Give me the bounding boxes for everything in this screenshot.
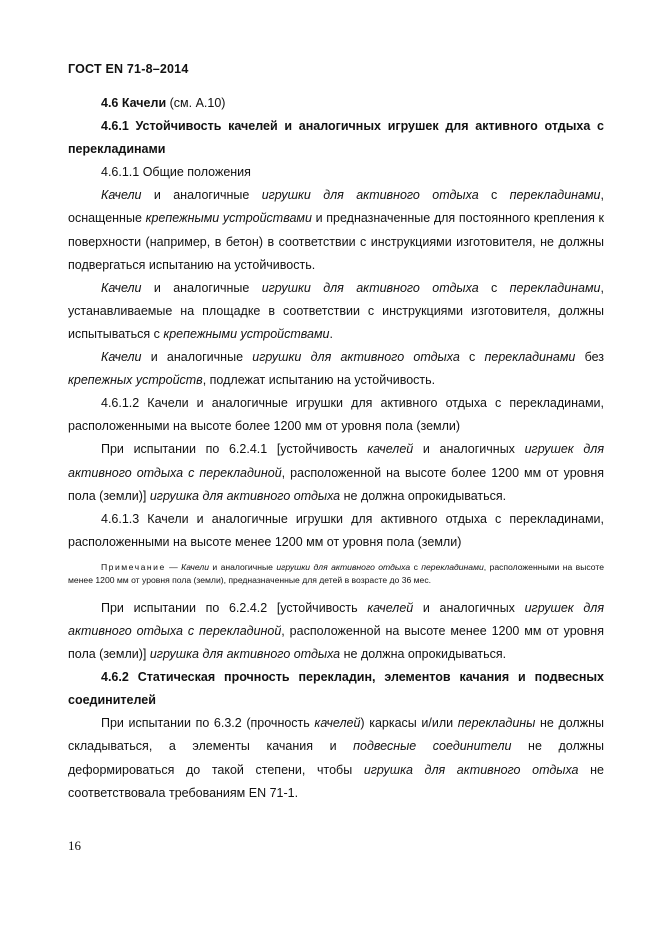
text-run: не должны складываться, а элементы качания и: [68, 716, 604, 754]
text-run: с: [410, 561, 422, 572]
term-swings: Качели: [101, 280, 142, 295]
text-run: , расположенными на высоте менее 1200 мм от уровня пола (земли), предназначенные для детей в возрасте до 36 мес.: [68, 561, 605, 585]
term-swings: Качели: [101, 350, 142, 365]
text-run: , устанавливаемые на площадке в соответствии с инструкциями изготовителя, должны испытываться с: [68, 280, 604, 341]
note-paragraph: [68, 561, 604, 587]
section-4-6-number: 4.6: [101, 96, 119, 110]
text-run: не должны деформироваться до такой степени, чтобы: [68, 739, 604, 777]
text-run: не должна опрокидываться.: [340, 647, 507, 662]
paragraph-test-6-2-4-2: [68, 597, 604, 666]
text-run: и аналогичные: [141, 280, 262, 295]
text-run: не должна опрокидываться.: [340, 488, 507, 503]
text-run: с: [478, 280, 510, 295]
paragraph-swings-without-anchors: [68, 346, 604, 392]
text-run: и аналогичные: [141, 188, 262, 203]
term-crossbeams: перекладины: [457, 716, 536, 731]
term-activity-toys: игрушки для активного отдыха: [261, 188, 479, 203]
document-header: ГОСТ EN 71-8–2014: [68, 62, 189, 76]
term-crossbeams: перекладинами: [509, 188, 601, 203]
paragraph-test-6-2-4-1: [68, 438, 604, 507]
text-run: , расположенной на высоте менее 1200 мм от уровня пола (земли)]: [68, 623, 604, 662]
term-crossbeams: перекладинами: [484, 350, 576, 365]
text-run: При испытании по 6.3.2 (прочность: [101, 716, 315, 731]
text-run: и предназначенные для постоянного крепления к поверхности (например, в бетон) в соответствии с инструкциями изготовителя, не должны подвергаться испытанию на устойчивость.: [68, 211, 604, 272]
text-run: с: [459, 350, 485, 365]
term-anchoring-devices: крепежными устройствами: [145, 211, 312, 226]
text-run: и аналогичных: [413, 600, 525, 615]
term-suspension-connectors: подвесные соединители: [353, 739, 512, 754]
term-swings: Качели: [101, 188, 142, 203]
term-swings: качелей: [367, 442, 414, 457]
term-activity-toy: игрушка для активного отдыха: [149, 488, 341, 503]
term-activity-toys: игрушки для активного отдыха: [261, 280, 479, 295]
section-4-6-heading: [68, 92, 604, 115]
section-4-6-2-heading: 4.6.2 Статическая прочность перекладин, элементов качания и подвесных соединителей: [68, 670, 604, 708]
text-run: с: [478, 188, 510, 203]
paragraph-site-installed-swings: [68, 277, 604, 346]
text-run: и аналогичных: [413, 442, 525, 457]
term-swings: Качели: [181, 561, 209, 572]
text-run: и аналогичные: [209, 561, 277, 572]
term-activity-toys-crossbeam: игрушек для активного отдыха с перекладиной: [68, 600, 604, 638]
text-run: и аналогичные: [141, 350, 253, 365]
page-number: 16: [68, 838, 81, 853]
term-crossbeams: перекладинами: [421, 561, 484, 572]
term-anchoring-devices: крепежными устройствами: [163, 326, 330, 341]
text-run: При испытании по 6.2.4.1 [устойчивость: [101, 442, 368, 457]
text-run: ) каркасы и/или: [360, 716, 458, 731]
text-run: , расположенной на высоте более 1200 мм от уровня пола (земли)]: [68, 465, 604, 503]
paragraph-test-6-3-2: [68, 712, 604, 804]
section-4-6-1-3-heading: 4.6.1.3 Качели и аналогичные игрушки для активного отдыха с перекладинами, расположенными на высоте менее 1200 мм от уровня пола (земли): [68, 511, 604, 549]
term-activity-toys: игрушки для активного отдыха: [252, 350, 460, 365]
paragraph-fixed-swings: [68, 184, 604, 276]
term-activity-toy: игрушка для активного отдыха: [149, 647, 341, 662]
text-run: , оснащенные: [68, 188, 604, 226]
term-activity-toys-crossbeam: игрушек для активного отдыха с перекладиной: [68, 442, 604, 480]
page-content: [68, 92, 604, 805]
term-activity-toy: игрушка для активного отдыха: [363, 762, 579, 777]
term-swings: качелей: [367, 600, 414, 615]
text-run: .: [329, 326, 333, 341]
note-dash: —: [165, 561, 182, 572]
term-anchoring-devices: крепежных устройств: [68, 373, 203, 388]
section-4-6-1-2-heading: 4.6.1.2 Качели и аналогичные игрушки для активного отдыха с перекладинами, расположенными на высоте более 1200 мм от уровня пола (земли): [68, 396, 604, 434]
text-run: При испытании по 6.2.4.2 [устойчивость: [101, 600, 368, 615]
section-4-6-1-1-heading: 4.6.1.1 Общие положения: [101, 165, 251, 180]
text-run: не соответствовала требованиям EN 71-1.: [68, 762, 604, 800]
section-4-6-reference: (см. А.10): [169, 96, 226, 110]
note-label: Примечание: [101, 561, 166, 572]
section-4-6-title: Качели: [121, 96, 167, 110]
term-crossbeams: перекладинами: [509, 280, 601, 295]
text-run: без: [575, 350, 604, 365]
term-swings: качелей: [314, 716, 361, 731]
text-run: , подлежат испытанию на устойчивость.: [202, 373, 436, 388]
term-activity-toys: игрушки для активного отдыха: [276, 561, 411, 572]
section-4-6-1-heading: 4.6.1 Устойчивость качелей и аналогичных игрушек для активного отдыха с перекладинами: [68, 119, 604, 157]
